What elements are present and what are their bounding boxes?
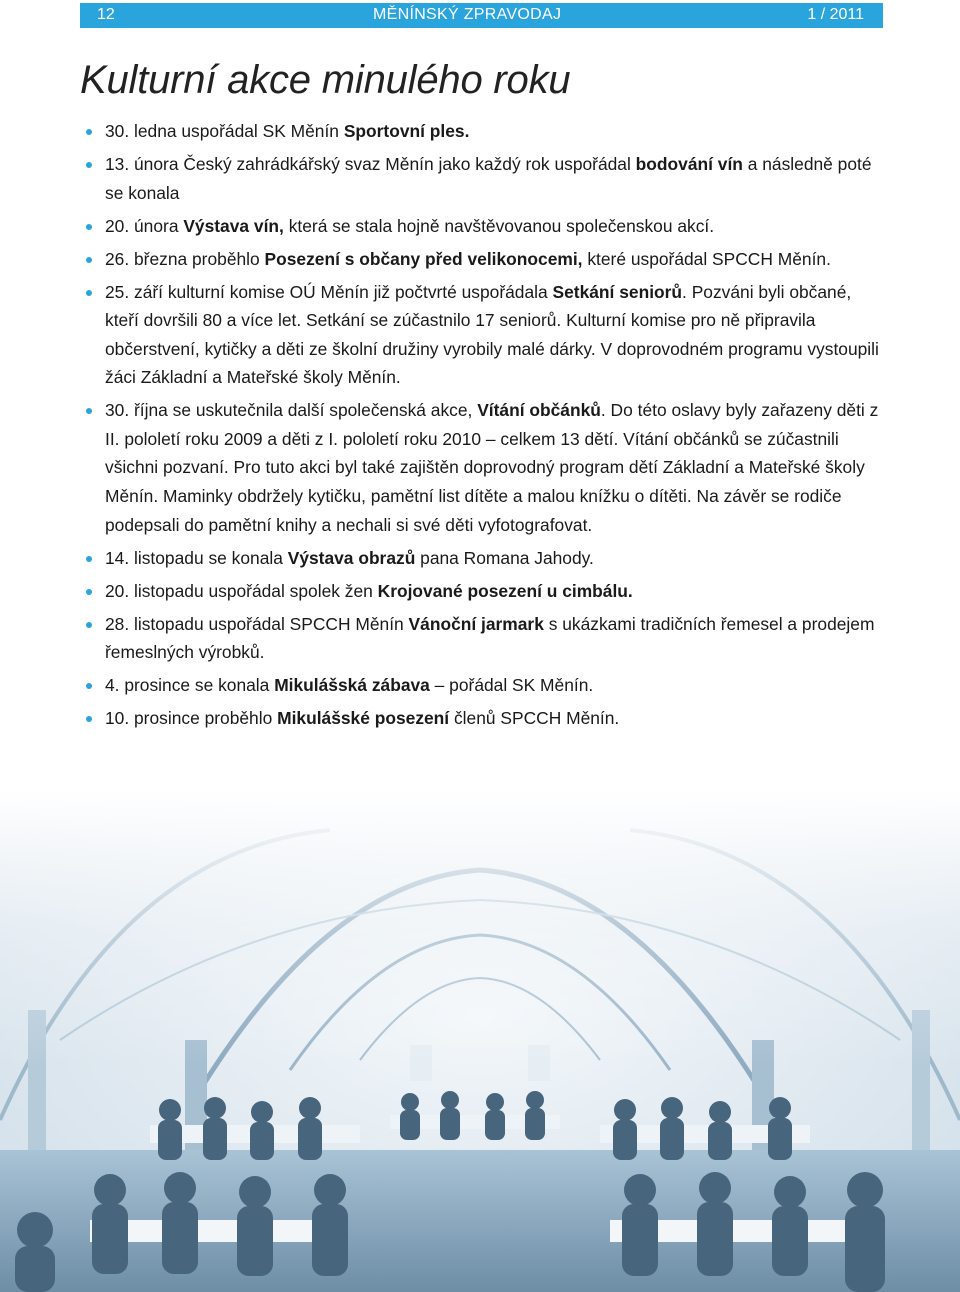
event-highlight: Vánoční jarmark bbox=[408, 613, 544, 634]
issue-number: 1 / 2011 bbox=[807, 6, 864, 23]
event-highlight: Vítání občánků bbox=[477, 400, 601, 421]
event-text: 20. listopadu uspořádal spolek žen bbox=[105, 580, 378, 601]
event-text: . Do této oslavy byly zařazeny děti z II. pololetí roku 2009 a děti z I. pololetí roku 2010 – celkem 13 dětí. Vítání občánků se zúčastnili všichni pozvaní. Pro tuto akci byl také zajištěn doprovodný program dětí Základní a Mateřské školy Měnín. Maminky obdržely kytičku, pamětní list dítěte a malou knížku o dítěti. Na závěr se rodiče podepsali do pamětní knihy a nechali si své děti vyfotografovat. bbox=[105, 400, 879, 535]
event-item bbox=[85, 577, 885, 606]
event-item bbox=[85, 245, 885, 274]
event-highlight: bodování vín bbox=[635, 153, 743, 174]
event-text: . Pozváni byli občané, kteří dovršili 80 a více let. Setkání se zúčastnilo 17 seniorů. Kulturní komise pro ně připravila občerstvení, kytičky a děti ze školní družiny vyrobily malé dárky. V doprovodném programu vystoupili žáci Základní a Mateřské školy Měnín. bbox=[105, 281, 879, 388]
event-highlight: Posezení s občany před velikonocemi, bbox=[264, 248, 583, 269]
event-item bbox=[85, 212, 885, 241]
event-item bbox=[85, 150, 885, 207]
publication-title: MĚNÍNSKÝ ZPRAVODAJ bbox=[373, 6, 562, 23]
event-highlight: Výstava vín, bbox=[183, 215, 284, 236]
event-text: 10. prosince proběhlo bbox=[105, 708, 278, 729]
event-text: pana Romana Jahody. bbox=[415, 547, 594, 568]
page-title: Kulturní akce minulého roku bbox=[80, 58, 571, 102]
event-text: 30. ledna uspořádal SK Měnín bbox=[105, 121, 344, 141]
event-text: 28. listopadu uspořádal SPCCH Měnín bbox=[105, 613, 409, 634]
event-item bbox=[85, 610, 885, 667]
event-item bbox=[85, 544, 885, 573]
event-highlight: Výstava obrazů bbox=[287, 547, 416, 568]
event-text: 20. února bbox=[105, 215, 184, 236]
hall-photo-icon bbox=[0, 790, 960, 1292]
event-highlight: Sportovní ples. bbox=[343, 121, 470, 141]
event-text: s ukázkami tradičních řemesel a prodejem řemeslných výrobků. bbox=[105, 613, 875, 663]
page-number: 12 bbox=[97, 6, 115, 23]
event-text: členů SPCCH Měnín. bbox=[449, 708, 620, 729]
event-text: která se stala hojně navštěvovanou společenskou akcí. bbox=[283, 215, 715, 236]
event-item bbox=[85, 278, 885, 392]
event-highlight: Mikulášská zábava bbox=[274, 675, 430, 696]
event-text: 13. února Český zahrádkářský svaz Měnín jako každý rok uspořádal bbox=[105, 153, 636, 174]
event-item bbox=[85, 396, 885, 539]
event-highlight: Krojované posezení u cimbálu. bbox=[377, 580, 633, 601]
page-header bbox=[80, 3, 883, 28]
event-highlight: Mikulášské posezení bbox=[277, 708, 450, 729]
event-item bbox=[85, 117, 885, 146]
event-text: a následně poté se konala bbox=[105, 153, 872, 203]
event-text: – pořádal SK Měnín. bbox=[429, 675, 594, 696]
event-text: 4. prosince se konala bbox=[105, 675, 275, 696]
event-text: 30. října se uskutečnila další společenská akce, bbox=[105, 400, 478, 421]
event-text: 25. září kulturní komise OÚ Měnín již počtvrté uspořádala bbox=[105, 281, 553, 302]
event-text: 14. listopadu se konala bbox=[105, 547, 288, 568]
event-item bbox=[85, 704, 885, 733]
event-text: 26. března proběhlo bbox=[105, 248, 265, 269]
event-highlight: Setkání seniorů bbox=[552, 281, 683, 302]
event-item bbox=[85, 671, 885, 700]
event-text: které uspořádal SPCCH Měnín. bbox=[582, 248, 831, 269]
event-list bbox=[85, 117, 885, 737]
